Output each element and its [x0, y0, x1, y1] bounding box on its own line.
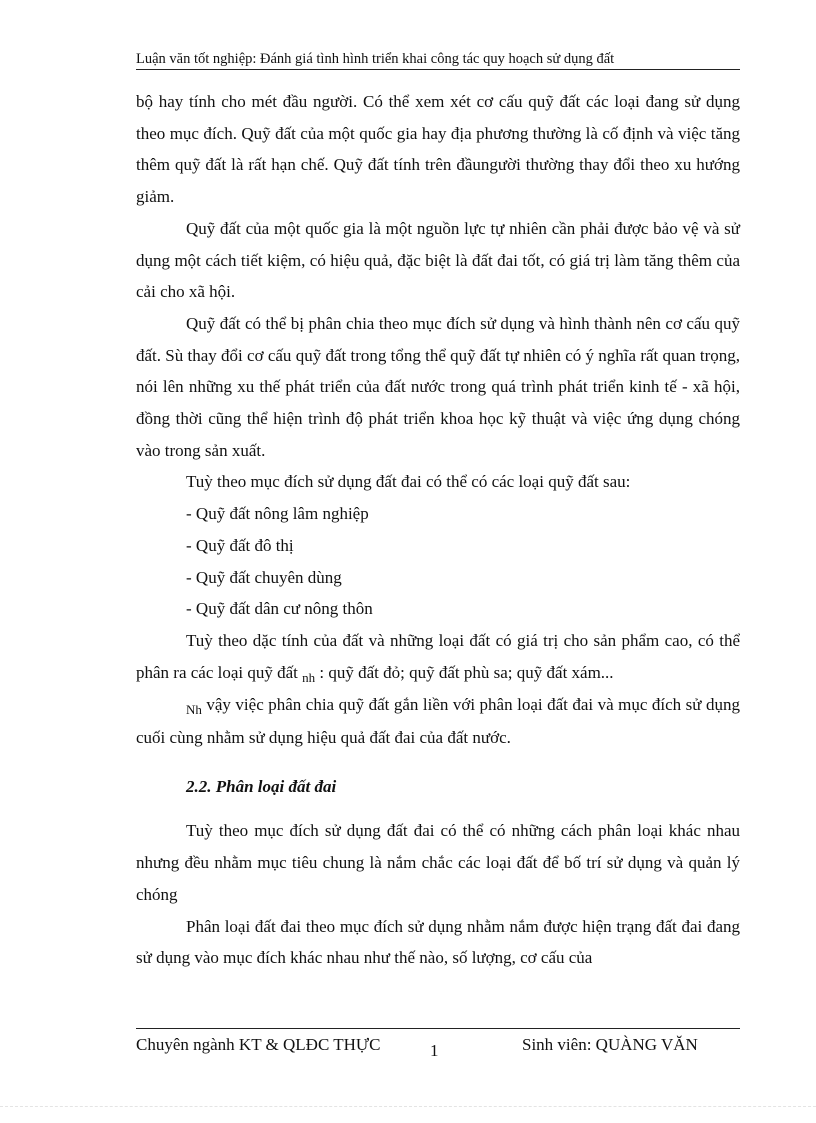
- document-body: [136, 86, 740, 974]
- list-item: - Quỹ đất dân cư nông thôn: [186, 599, 373, 619]
- paragraph-text: Tuỳ theo dặc tính của đất và những loại đất có giá trị cho sản phẩm cao, có thể phân ra các loại quỹ đất: [136, 630, 740, 682]
- paragraph: bộ hay tính cho mét đầu người. Có thể xem xét cơ cấu quỹ đất các loại đang sử dụng theo mục đích. Quỹ đất của một quốc gia hay địa phương thường là cố định và việc tăng thêm quỹ đất là rất hạn chế. Quỹ đất tính trên đầungười thường thay đổi theo xu hướng giảm.: [136, 92, 740, 207]
- running-header: Luận văn tốt nghiệp: Đánh giá tình hình triển khai công tác quy hoạch sử dụng đất: [136, 50, 740, 70]
- page-edge: [0, 1106, 816, 1107]
- misplaced-fragment: Nh: [186, 702, 202, 718]
- paragraph: [136, 689, 740, 753]
- footer-major: Chuyên ngành KT & QLĐC THỰC: [136, 1035, 381, 1054]
- paragraph: [136, 625, 740, 689]
- paragraph-text: vậy việc phân chia quỹ đất gắn liền với phân loại đất đai và mục đích sử dụng cuối cùng nhằm sử dụng hiệu quả đất đai của đất nước.: [136, 695, 740, 748]
- footer-divider: [136, 1028, 740, 1029]
- paragraph: Tuỳ theo mục đích sử dụng đất đai có thể có những cách phân loại khác nhau nhưng đều nhằm mục tiêu chung là nắm chắc các loại đất để bố trí sử dụng và quản lý chóng: [136, 821, 740, 904]
- paragraph-text: : quỹ đất đỏ; quỹ đất phù sa; quỹ đất xám...: [315, 662, 614, 682]
- paragraph: Tuỳ theo mục đích sử dụng đất đai có thể có các loại quỹ đất sau:: [186, 472, 631, 492]
- list-item: - Quỹ đất chuyên dùng: [186, 567, 342, 587]
- list-item: - Quỹ đất đô thị: [186, 535, 294, 555]
- list-item: - Quỹ đất nông lâm nghiệp: [186, 504, 369, 524]
- section-heading: 2.2. Phân loại đất đai: [186, 776, 337, 796]
- page-number: 1: [430, 1041, 439, 1060]
- paragraph: Phân loại đất đai theo mục đích sử dụng nhằm nắm được hiện trạng đất đai đang sử dụng vào mục đích khác nhau như thế nào, số lượng, cơ cấu của: [136, 916, 740, 968]
- paragraph: Quỹ đất có thể bị phân chia theo mục đích sử dụng và hình thành nên cơ cấu quỹ đất. Sù thay đổi cơ cấu quỹ đất trong tổng thể quỹ đất tự nhiên có ý nghĩa rất quan trọng, nói lên những xu thế phát triển của đất nước trong quá trình phát triển kinh tế - xã hội, đồng thời cũng thể hiện trình độ phát triển khoa học kỹ thuật và việc ứng dụng chóng vào trong sản xuất.: [136, 313, 740, 460]
- footer-student: Sinh viên: QUÀNG VĂN: [522, 1035, 698, 1054]
- misplaced-fragment: nh: [302, 669, 316, 685]
- paragraph: Quỹ đất của một quốc gia là một nguồn lực tự nhiên cần phải được bảo vệ và sử dụng một cách tiết kiệm, có hiệu quả, đặc biệt là đất đai tốt, có giá trị làm tăng thêm của cải cho xã hội.: [136, 218, 740, 302]
